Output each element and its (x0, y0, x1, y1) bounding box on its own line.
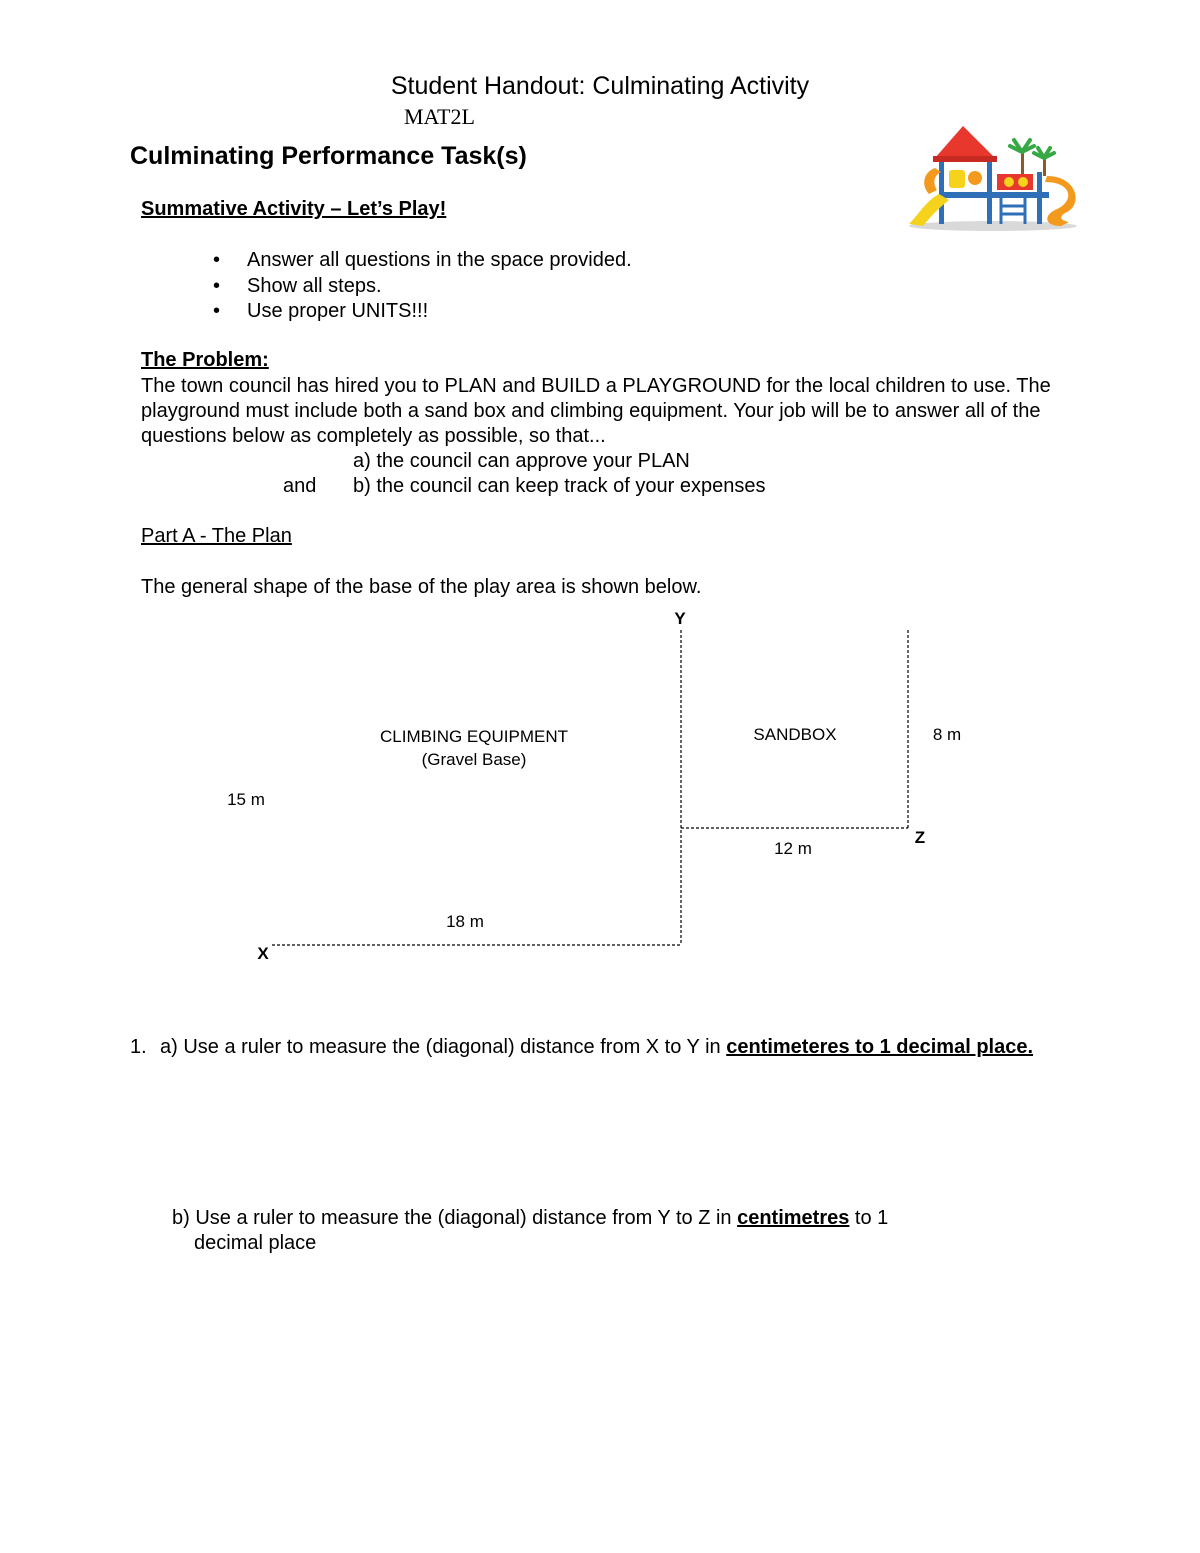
panel-dot (1004, 177, 1014, 187)
dim-bottom: 18 m (446, 912, 484, 931)
problem-item-a: a) the council can approve your PLAN (353, 450, 690, 472)
spiral-slide-icon (1045, 176, 1076, 226)
page-title: Student Handout: Culminating Activity (390, 72, 810, 100)
question-1b-line2: decimal place (194, 1232, 317, 1254)
climbing-label: CLIMBING EQUIPMENT (380, 727, 568, 746)
ladder-icon (1001, 198, 1025, 224)
shape-intro: The general shape of the base of the play area is shown below. (141, 576, 702, 598)
problem-item-b: b) the council can keep track of your expenses (353, 475, 766, 497)
course-code: MAT2L (404, 104, 475, 129)
question-number: 1. (130, 1036, 147, 1058)
climbing-sublabel: (Gravel Base) (421, 750, 527, 769)
question-1a (160, 1035, 1060, 1060)
dim-sandbox-height: 8 m (932, 725, 962, 744)
instruction-list (213, 248, 632, 325)
roof-eave (933, 156, 997, 162)
activity-heading: Summative Activity – Let’s Play! (141, 198, 447, 220)
panel-yellow (949, 170, 965, 188)
question-1b-suffix: to 1 (849, 1207, 889, 1229)
list-item: • Answer all questions in the space provided. (213, 248, 632, 274)
problem-and: and (283, 475, 317, 497)
point-z-label: Z (914, 828, 926, 847)
question-1b-emphasis: centimetres (737, 1207, 850, 1229)
question-1a-emphasis: centimeteres to 1 decimal place. (726, 1036, 1034, 1058)
question-1a-text: a) Use a ruler to measure the (diagonal) distance from X to Y in (160, 1036, 727, 1058)
panel-dot-2 (1018, 177, 1028, 187)
point-y-label: Y (674, 609, 686, 628)
playground-illustration (905, 122, 1080, 234)
problem-heading: The Problem: (141, 349, 269, 371)
dim-sandbox-width: 12 m (774, 839, 812, 858)
list-item: • Use proper UNITS!!! (213, 299, 632, 325)
play-area-diagram (0, 600, 1200, 970)
dim-height-left: 15 m (227, 790, 265, 809)
deck (939, 192, 1049, 198)
part-a-heading: Part A - The Plan (141, 525, 292, 547)
list-item: • Show all steps. (213, 274, 632, 300)
sandbox-label: SANDBOX (753, 725, 837, 744)
panel-round (968, 171, 982, 185)
tube-slide-icon (924, 168, 941, 194)
point-x-label: X (257, 944, 269, 963)
question-1b (172, 1206, 952, 1256)
task-heading: Culminating Performance Task(s) (130, 142, 527, 170)
question-1b-text: b) Use a ruler to measure the (diagonal) distance from Y to Z in (172, 1207, 738, 1229)
palm-tree-icon (1010, 140, 1034, 174)
roof-icon (935, 126, 995, 158)
palm-tree-icon-2 (1034, 148, 1054, 176)
problem-text: The town council has hired you to PLAN and BUILD a PLAYGROUND for the local children to use. The playground must include both a sand box and climbing equipment. Your job will be to answer all of the questions below as completely as possible, so that... (141, 375, 1051, 447)
